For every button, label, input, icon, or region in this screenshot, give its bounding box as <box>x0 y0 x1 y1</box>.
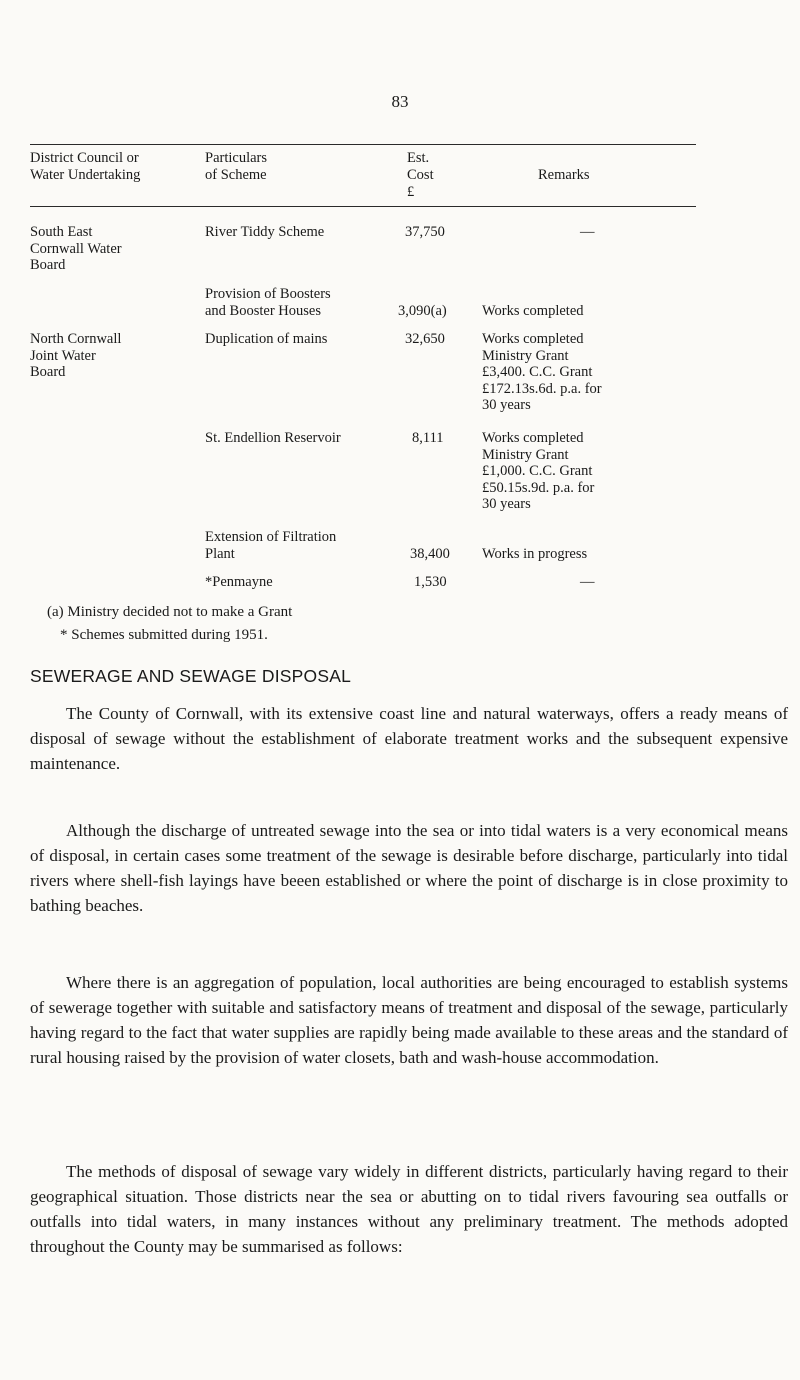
table-cell-cost: 1,530 <box>414 574 447 590</box>
table-cell-cost: 3,090(a) <box>398 303 447 319</box>
header-particulars: Particulars of Scheme <box>205 150 268 183</box>
header-district: District Council or Water Undertaking <box>30 150 141 183</box>
table-cell-particulars: St. Endellion Reservoir <box>205 430 341 446</box>
table-cell-remarks: Works completed Ministry Grant £1,000. C.C. Grant £50.15s.9d. p.a. for 30 years <box>482 430 595 512</box>
header-cost: Est. Cost £ <box>407 150 434 200</box>
page-number: 83 <box>391 92 409 111</box>
table-cell-particulars: Duplication of mains <box>205 331 328 347</box>
table-cell-district: South East Cornwall Water Board <box>30 224 122 273</box>
paragraph: Although the discharge of untreated sewage into the sea or into tidal waters is a very economical means of disposal, in certain cases some treatment of the sewage is desirable before discharge, particularly into tidal rivers where shell-fish layings have beeen established or where the point of discharge is in close proximity to bathing beaches. <box>30 821 788 915</box>
section-heading: SEWERAGE AND SEWAGE DISPOSAL <box>30 666 352 686</box>
table-cell-particulars: River Tiddy Scheme <box>205 224 325 240</box>
paragraph: The methods of disposal of sewage vary widely in different districts, particularly having regard to their geographical situation. Those districts near the sea or abutting on to tidal rivers favouring sea outfalls or outfalls into tidal waters, in many instances without any preliminary treatment. The methods adopted throughout the County may be summarised as follows: <box>30 1162 788 1256</box>
table-cell-remarks: Works in progress <box>482 546 588 562</box>
table-cell-remarks: Works completed <box>482 303 584 319</box>
table-cell-remarks: — <box>580 224 595 240</box>
table-cell-remarks: — <box>580 574 595 590</box>
table-cell-particulars: Provision of Boosters and Booster Houses <box>205 286 331 319</box>
table-cell-remarks: Works completed Ministry Grant £3,400. C.C. Grant £172.13s.6d. p.a. for 30 years <box>482 331 602 413</box>
footnote-star: * Schemes submitted during 1951. <box>60 627 268 643</box>
table-top-rule <box>30 144 696 145</box>
footnote-a: (a) Ministry decided not to make a Grant <box>47 604 293 620</box>
table-cell-cost: 32,650 <box>405 331 445 347</box>
table-cell-particulars: Extension of Filtration Plant <box>205 529 337 562</box>
header-remarks: Remarks <box>538 167 590 183</box>
table-header-rule <box>30 206 696 207</box>
table-cell-cost: 8,111 <box>412 430 444 446</box>
table-cell-district: North Cornwall Joint Water Board <box>30 331 122 380</box>
table-cell-cost: 37,750 <box>405 224 445 240</box>
paragraph: The County of Cornwall, with its extensive coast line and natural waterways, offers a ready means of disposal of sewage without the establishment of elaborate treatment works and the subsequent expensive maintenance. <box>30 704 788 773</box>
table-cell-cost: 38,400 <box>410 546 450 562</box>
paragraph: Where there is an aggregation of population, local authorities are being encouraged to establish systems of sewerage together with suitable and satisfactory means of treatment and disposal of the sewage, particularly having regard to the fact that water supplies are rapidly being made available to these areas and the standard of rural housing raised by the provision of water closets, bath and wash-house accommodation. <box>30 973 788 1067</box>
table-cell-particulars: *Penmayne <box>205 574 273 590</box>
